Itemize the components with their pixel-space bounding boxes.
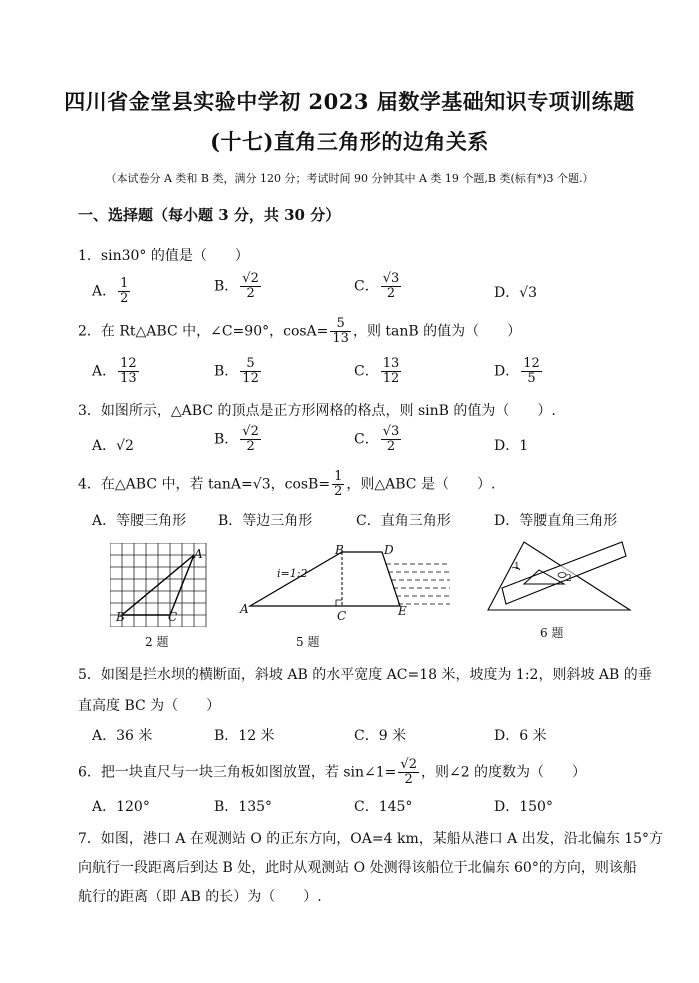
q4-option-b: B．等边三角形 — [218, 513, 313, 529]
q3-option-c: C． $\frac{√3}{2}$ — [354, 424, 400, 454]
q4-option-a: A．等腰三角形 — [92, 513, 187, 529]
q2-option-b: B． $\frac{5}{12}$ — [214, 356, 259, 386]
question-4: 4．在△ABC 中，若 tanA=√3，cosB= $\frac{1}{2}$ ，则△ABC 是（ ）. — [78, 469, 496, 499]
question-5-line1: 5．如图是拦水坝的横断面，斜坡 AB 的水平宽度 AC=18 米，坡度为 1:2，则斜坡 AB 的垂 — [78, 667, 652, 683]
dam-label-d: D — [384, 543, 394, 557]
q1-option-b: B． $\frac{√2}{2}$ — [214, 271, 259, 301]
page-title: 四川省金堂县实验中学初 2023 届数学基础知识专项训练题 — [64, 89, 635, 114]
question-3: 3．如图所示，△ABC 的顶点是正方形网格的格点，则 sinB 的值为（ ）. — [78, 403, 556, 419]
q6-option-c: C．145° — [354, 799, 413, 815]
exam-note: （本试卷分 A 类和 B 类，满分 120 分；考试时间 90 分钟其中 A 类 19 个题,B 类(标有*)3 个题.） — [105, 172, 594, 185]
question-7-line2: 向航行一段距离后到达 B 处，此时从观测站 O 处测得该船位于北偏东 60°的方向，则该船 — [78, 860, 637, 876]
grid-label-c: C — [168, 610, 178, 624]
question-1: 1．sin30° 的值是（ ） — [78, 248, 249, 264]
q1-option-d: D．√3 — [494, 285, 538, 301]
section-heading: 一、选择题（每小题 3 分，共 30 分） — [78, 206, 341, 224]
q5-option-a: A．36 米 — [92, 728, 153, 744]
q3-option-a: A．√2 — [92, 438, 134, 454]
q6-option-a: A．120° — [92, 799, 150, 815]
q6-option-b: B．135° — [214, 799, 273, 815]
q4-option-d: D．等腰直角三角形 — [494, 513, 618, 529]
grid-label-b: B — [116, 610, 125, 624]
q2-option-d: D． $\frac{12}{5}$ — [494, 356, 540, 386]
q6-option-d: D．150° — [494, 799, 553, 815]
q1-option-a: A． $\frac{1}{2}$ — [92, 276, 129, 306]
q5-option-d: D．6 米 — [494, 728, 547, 744]
q2-option-c: C． $\frac{13}{12}$ — [354, 356, 400, 386]
figure-caption-5: 5 题 — [296, 635, 320, 649]
q2-option-a: A． $\frac{12}{13}$ — [92, 356, 137, 386]
q3-option-b: B． $\frac{√2}{2}$ — [214, 424, 259, 454]
figure-caption-2: 2 题 — [145, 635, 169, 649]
question-5-line2: 直高度 BC 为（ ） — [78, 698, 221, 714]
question-7-line1: 7．如图，港口 A 在观测站 O 的正东方向，OA=4 km，某船从港口 A 出发，沿北偏东 15°方 — [78, 831, 664, 847]
figure-caption-6: 6 题 — [540, 626, 564, 640]
q3-option-d: D．1 — [494, 438, 529, 454]
dam-slope-label: i=1:2 — [277, 567, 308, 580]
q4-option-c: C．直角三角形 — [356, 513, 451, 529]
angle-1-label: 1 — [514, 562, 520, 572]
q5-option-c: C．9 米 — [354, 728, 407, 744]
grid-label-a: A — [194, 547, 203, 561]
q5-option-b: B．12 米 — [214, 728, 275, 744]
dam-label-c: C — [337, 609, 347, 623]
angle-2-label: 2 — [566, 574, 572, 584]
figure-ruler-triangle — [484, 540, 634, 625]
q1-option-c: C． $\frac{√3}{2}$ — [354, 271, 400, 301]
dam-label-e: E — [398, 604, 407, 618]
question-7-line3: 航行的距离（即 AB 的长）为（ ）. — [78, 889, 322, 905]
figure-dam-cross-section — [240, 542, 460, 627]
page-subtitle: (十七)直角三角形的边角关系 — [210, 129, 489, 154]
dam-label-b: B — [335, 543, 344, 557]
question-6: 6．把一块直尺与一块三角板如图放置，若 sin∠1= $\frac{√2}{2}$ ，则∠2 的度数为（ ） — [78, 757, 587, 787]
question-2: 2．在 Rt△ABC 中，∠C=90°，cosA= $\frac{5}{13}$ ，则 tanB 的值为（ ） — [78, 316, 522, 346]
dam-label-a: A — [240, 602, 249, 616]
